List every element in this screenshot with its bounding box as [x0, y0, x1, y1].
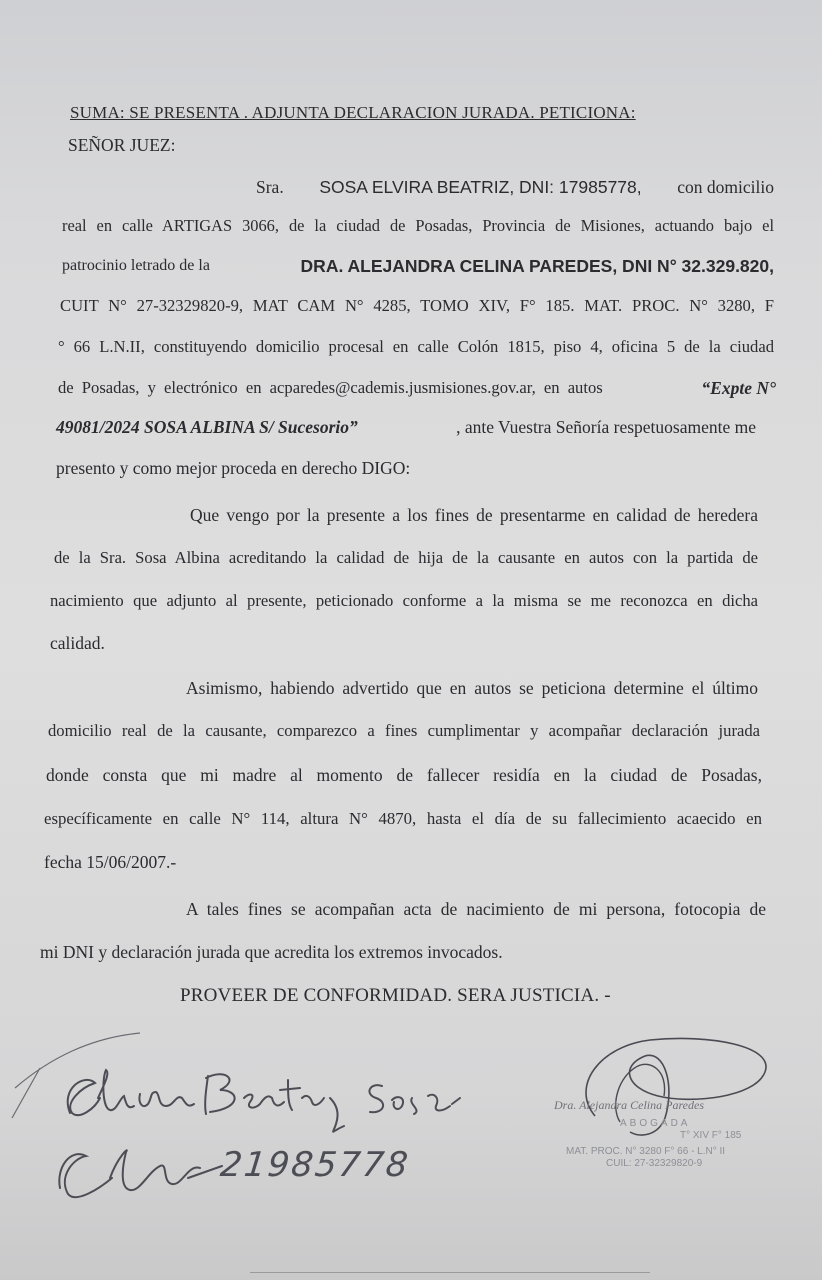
- p1-line-1: Que vengo por la presente a los fines de presentarme en calidad de heredera: [190, 505, 758, 525]
- p1-line-3: nacimiento que adjunto al presente, peticionado conforme a la misma se me reconozca en dicha: [50, 591, 758, 610]
- closing-formula: PROVEER DE CONFORMIDAD. SERA JUSTICIA. -: [180, 985, 611, 1006]
- intro-line-7-rest: , ante Vuestra Señoría respetuosamente me: [456, 417, 756, 437]
- stamp-tomo: T° XIV F° 185: [680, 1130, 742, 1141]
- intro-sra: Sra.: [256, 177, 284, 197]
- svg-text:21985778: 21985778: [218, 1145, 412, 1185]
- p3-line-2: mi DNI y declaración jurada que acredita los extremos invocados.: [40, 942, 503, 962]
- handwritten-signature-left: [10, 1028, 480, 1208]
- lawyer-name: DRA. ALEJANDRA CELINA PAREDES, DNI N° 32.329.820,: [300, 256, 774, 276]
- p3-line-1: A tales fines se acompañan acta de nacimiento de mi persona, fotocopia de: [186, 899, 766, 919]
- intro-line-3: [62, 255, 774, 277]
- stamp-title: ABOGADA: [620, 1118, 691, 1129]
- p1-line-2: de la Sra. Sosa Albina acreditando la calidad de hija de la causante en autos con la partida de: [54, 548, 758, 567]
- patrocinio-text: patrocinio letrado de la: [62, 257, 210, 274]
- stamp-mat-proc: MAT. PROC. N° 3280 F° 66 - L.N° II: [566, 1146, 726, 1157]
- email-text: de Posadas, y electrónico en acparedes@cademis.jusmisiones.gov.ar, en autos: [58, 378, 603, 397]
- intro-line-6: [58, 377, 776, 399]
- intro-line-4: CUIT N° 27-32329820-9, MAT CAM N° 4285, TOMO XIV, F° 185. MAT. PROC. N° 3280, F: [60, 296, 774, 315]
- document-heading: SUMA: SE PRESENTA . ADJUNTA DECLARACION JURADA. PETICIONA:: [70, 103, 636, 122]
- p1-line-4: calidad.: [50, 633, 105, 653]
- stamp-cuil: CUIL: 27-32329820-9: [606, 1158, 703, 1169]
- intro-domicilio: con domicilio: [677, 177, 774, 197]
- intro-line-1: [256, 176, 774, 198]
- stamp-lawyer-name: Dra. Alejandra Celina Paredes: [554, 1098, 704, 1112]
- case-ref-start: “Expte N°: [701, 378, 776, 398]
- intro-line-5: ° 66 L.N.II, constituyendo domicilio procesal en calle Colón 1815, piso 4, oficina 5 de la ciudad: [58, 337, 774, 356]
- p2-line-2: domicilio real de la causante, comparezco a fines cumplimentar y acompañar declaración jurada: [48, 721, 760, 740]
- p2-line-1: Asimismo, habiendo advertido que en autos se peticiona determine el último: [186, 678, 758, 698]
- case-ref-end: 49081/2024 SOSA ALBINA S/ Sucesorio”: [56, 417, 358, 437]
- intro-line-2: real en calle ARTIGAS 3066, de la ciudad de Posadas, Provincia de Misiones, actuando bajo el: [62, 216, 774, 235]
- bottom-edge-line: [250, 1272, 650, 1273]
- intro-line-7: [56, 416, 756, 438]
- client-name: SOSA ELVIRA BEATRIZ, DNI: 17985778,: [319, 177, 642, 197]
- p2-line-4: específicamente en calle N° 114, altura N° 4870, hasta el día de su fallecimiento acaecido en: [44, 809, 762, 828]
- addressee: SEÑOR JUEZ:: [68, 135, 176, 155]
- p2-line-5: fecha 15/06/2007.-: [44, 852, 177, 872]
- intro-line-8: presento y como mejor proceda en derecho DIGO:: [56, 458, 411, 478]
- p2-line-3: donde consta que mi madre al momento de fallecer residía en la ciudad de Posadas,: [46, 765, 762, 785]
